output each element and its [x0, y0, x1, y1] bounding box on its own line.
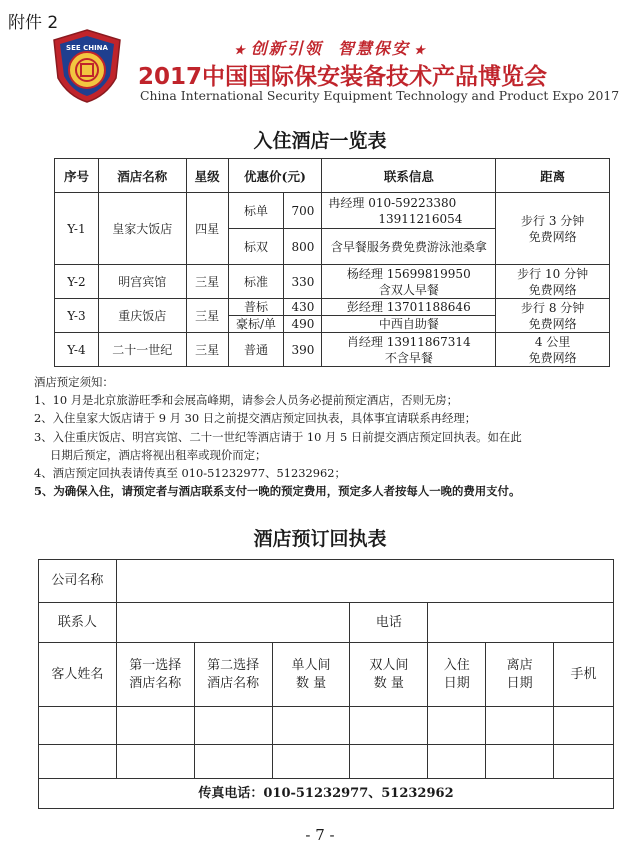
receipt-form-table: [38, 559, 614, 809]
attachment-label: 附件 2: [8, 13, 59, 33]
page-number: - 7 -: [305, 826, 335, 844]
table-row: 豪标/单 490 中西自助餐: [55, 316, 610, 333]
note-item: 4、酒店预定回执表请传真至 010-51232977、51232962；: [34, 466, 346, 481]
column-header: 联系信息: [322, 159, 496, 193]
note-item: 1、10 月是北京旅游旺季和会展高峰期，请参会人员务必提前预定酒店，否则无房；: [34, 393, 459, 408]
fax-number: 传真电话：010-51232977、51232962: [39, 779, 614, 809]
table-row[interactable]: [39, 707, 614, 745]
expo-slogan: ★ 创新引领 智慧保安 ★: [234, 39, 427, 58]
phone-field[interactable]: [428, 603, 614, 643]
contact-field[interactable]: [116, 603, 350, 643]
table-row: Y-1 皇家大饭店 四星 标单 700 冉经理 010-59223380 13911216054 步行 3 分钟 免费网络: [55, 193, 610, 229]
form-row-company: [39, 560, 614, 603]
column-header: 离店 日期: [486, 643, 554, 707]
table-row[interactable]: [39, 745, 614, 779]
table-row: Y-4 二十一世纪 三星 普通 390 肖经理 13911867314 不含早餐 4 公里 免费网络: [55, 333, 610, 367]
column-header: 单人间 数 量: [272, 643, 350, 707]
column-header: 序号: [55, 159, 99, 193]
column-header: 入住 日期: [428, 643, 486, 707]
hotel-list-table: [54, 158, 610, 367]
column-header: 手机: [554, 643, 614, 707]
expo-title: 2017中国国际保安装备技术产品博览会: [138, 64, 548, 90]
table-row: 标双 800 含早餐服务费免费游泳池桑拿: [55, 229, 610, 265]
receipt-form-title: 酒店预订回执表: [253, 528, 387, 550]
expo-logo-icon: [50, 28, 124, 104]
slogan-star-left-icon: ★: [234, 43, 247, 57]
column-header: 优惠价(元): [228, 159, 322, 193]
table-row: Y-2 明宫宾馆 三星 标准 330 杨经理 15699819950 含双人早餐 步行 10 分钟 免费网络: [55, 265, 610, 299]
column-header: 星级: [186, 159, 228, 193]
slogan-star-right-icon: ★: [413, 43, 427, 57]
hotel-list-title: 入住酒店一览表: [253, 130, 387, 152]
company-field[interactable]: [116, 560, 613, 603]
contact-label: 联系人: [39, 603, 117, 643]
column-header: 第一选择 酒店名称: [116, 643, 194, 707]
form-row-contact: [39, 603, 614, 643]
column-header: 双人间 数 量: [350, 643, 428, 707]
form-header-row: [39, 643, 614, 707]
phone-label: 电话: [350, 603, 428, 643]
note-item: 日期后预定，酒店将视出租率或现价而定；: [50, 447, 267, 462]
table-header-row: [55, 159, 610, 193]
note-item: 5、为确保入住，请预定者与酒店联系支付一晚的预定费用，预定多人者按每人一晚的费用支付。: [34, 484, 521, 499]
svg-text:SEE CHINA: SEE CHINA: [66, 44, 108, 52]
column-header: 第二选择 酒店名称: [194, 643, 272, 707]
column-header: 客人姓名: [39, 643, 117, 707]
booking-notes: [34, 373, 634, 500]
table-row: Y-3 重庆饭店 三星 普标 430 彭经理 13701188646 步行 8 分钟 免费网络: [55, 299, 610, 316]
expo-title-en: China International Security Equipment Technology and Product Expo 2017: [140, 88, 620, 103]
notes-heading: 酒店预定须知：: [34, 375, 114, 389]
column-header: 酒店名称: [98, 159, 186, 193]
note-item: 2、入住皇家大饭店请于 9 月 30 日之前提交酒店预定回执表，具体事宜请联系冉经理；: [34, 411, 477, 426]
note-item: 3、入住重庆饭店、明宫宾馆、二十一世纪等酒店请于 10 月 5 日前提交酒店预定回执表。如在此: [34, 429, 522, 444]
column-header: 距离: [496, 159, 610, 193]
fax-row: [39, 779, 614, 809]
company-label: 公司名称: [39, 560, 117, 603]
